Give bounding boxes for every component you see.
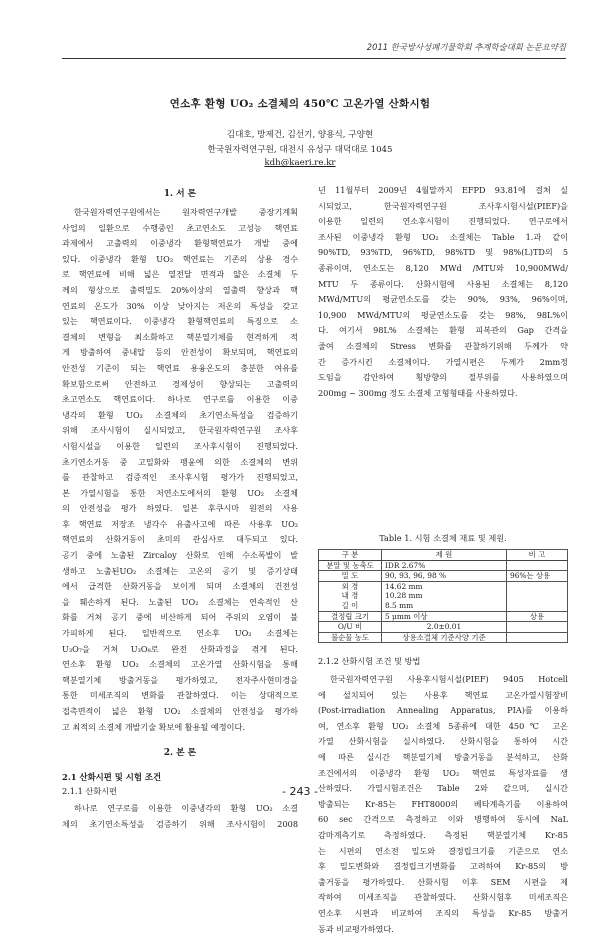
text-line: 접촉면적이 넓은 환형 UO₂ 소결체의 안전성을 평가하 <box>62 704 298 720</box>
text-line: 년 11월부터 2009년 4월말까지 EFPD 93.81에 걸쳐 실 <box>318 183 568 199</box>
text-line: 로 핵연료에 비해 넓은 열전달 면적과 얇은 소결체 두 <box>62 267 298 283</box>
subsubsection-heading: 2.1.1 산화시편 <box>62 786 117 797</box>
text-line: 90%TD, 93%TD, 96%TD, 98%TD 및 98%(L)TD의 5 <box>318 245 568 261</box>
text-line: 공기 중에 노출된 Zircaloy 산화로 인해 수소폭발이 발 <box>62 548 298 564</box>
table-cell: IDR 2.67% <box>382 560 507 571</box>
text-line: 과제에서 고출력의 이중냉각 환형핵연료가 개발 중에 <box>62 236 298 252</box>
header-rule <box>62 58 566 59</box>
text-line: 이용한 일련의 연소후시험이 진행되었다. 연구로에서 <box>318 214 568 230</box>
text-line: 한국원자력연구원 사용후시험시설(PIEF) 9405 Hotcell <box>318 672 568 688</box>
table-cell <box>507 632 568 643</box>
table-header: 제 원 <box>382 550 507 561</box>
text-line: 고 최적의 소결체 개발기술 확보에 활용될 예정이다. <box>62 720 298 736</box>
text-line: 께의 형상으로 출력밀도 20%이상의 열출력 향상과 핵 <box>62 283 298 299</box>
text-line: 조건에서의 이중냉각 환형 UO₂ 핵연료 특성자료를 생 <box>318 766 568 782</box>
table-cell: O/U 비 <box>319 622 382 633</box>
text-line: 출거동을 평가하였다. 산화시험 이후 SEM 시편을 제 <box>318 875 568 891</box>
text-line: 있는 핵연료이다. 이중냉각 환형핵연료의 특징으로 소 <box>62 314 298 330</box>
text-line: 후 핵연료 저장조 냉각수 유출사고에 따른 사용후 UO₂ <box>62 517 298 533</box>
table-cell <box>507 581 568 611</box>
text-line: 핵연료의 산화거동이 초미의 관심사로 대두되고 있다. <box>62 532 298 548</box>
text-line: 여, 연소후 환형 UO₂ 소결체 5종류에 대한 450℃ 고온 <box>318 719 568 735</box>
text-line: 생하고 노출된UO₂ 소결체는 고온의 공기 및 증기상태 <box>62 564 298 580</box>
specimen-body-continued <box>318 183 568 401</box>
text-line: 동과 비교평가하였다. <box>318 922 568 937</box>
text-line: 연소후 시편과 비교하여 조직의 특성을 Kr-85 방출거 <box>318 906 568 922</box>
table-cell: 외 경 내 경 길 이 <box>319 581 382 611</box>
text-line: 연소후 환형 UO₂ 소결체의 고온가열 산화시험을 통해 <box>62 657 298 673</box>
text-line: 을 훼손하게 된다. 노출된 UO₂ 소결체는 연속적인 산 <box>62 595 298 611</box>
table-cell: 결정립 크기 <box>319 611 382 622</box>
table-caption: Table 1. 시험 소결체 재료 및 제원. <box>318 533 568 544</box>
text-line: MWd/MTU의 평균연소도를 갖는 90%, 93%, 96%이며, <box>318 292 568 308</box>
text-line: 도임을 감안하여 횡방향의 절부위를 사용하였으며 <box>318 370 568 386</box>
text-line: 있다. 이중냉각 환형 UO₂ 핵연료는 기존의 상용 경수 <box>62 252 298 268</box>
text-line: 게 방출하여 중내압 등의 안전성이 확보되며, 핵연료의 <box>62 345 298 361</box>
specimen-body-start <box>62 801 298 832</box>
paper-title: 연소후 환형 UO₂ 소결체의 450℃ 고온가열 산화시험 <box>0 96 600 111</box>
text-line: 조사된 이중냉각 환형 UO₂ 소결체는 Table 1.과 같이 <box>318 230 568 246</box>
subsubsection-heading: 2.1.2 산화시험 조건 및 방법 <box>318 656 420 667</box>
table-header: 비 고 <box>507 550 568 561</box>
text-line: 의 안전성을 평가 하였다. 일본 후쿠시마 원전의 사용 <box>62 501 298 517</box>
text-line: 시험시설을 이용한 일련의 조사후시험이 진행되었다. <box>62 439 298 455</box>
intro-body <box>62 205 298 735</box>
running-head: 2011 한국방사성폐기물학회 추계학술대회 논문요약집 <box>367 41 566 53</box>
text-line: 줄여 소결체의 Stress 변화를 관찰하기위해 두께가 약 <box>318 339 568 355</box>
text-line: 는 시편의 연소전 밀도와 결정립크기를 기준으로 연소 <box>318 844 568 860</box>
text-line: 에서 급격한 산화거동을 보이게 되며 소결체의 건전성 <box>62 579 298 595</box>
text-line: (Post-irradiation Annealing Apparatus, PIA)를 이용하 <box>318 703 568 719</box>
table-cell: 밀 도 <box>319 571 382 582</box>
text-line: 에 따른 실시간 핵분열기체 방출거동을 분석하고, 산화 <box>318 750 568 766</box>
text-line: 하나로 연구로를 이용한 이중냉각의 환형 UO₂ 소결 <box>62 801 298 817</box>
text-line: 위해 조사시험이 실시되었고, 한국원자력연구원 조사후 <box>62 423 298 439</box>
text-line: 다. 여기서 98L% 소결체는 환형 피복관의 Gap 간격을 <box>318 323 568 339</box>
text-line: 간 증가시킨 소결체이다. 가열시편은 두께가 2mm정 <box>318 355 568 371</box>
text-line: 본 가열시험을 통한 저연소도에서의 환형 UO₂ 소결체 <box>62 486 298 502</box>
text-line: MTU 두 종류이다. 산화시험에 사용된 소결체는 8,120 <box>318 277 568 293</box>
text-line: 안전성 기준이 되는 핵연료 용융온도의 충분한 여유를 <box>62 361 298 377</box>
author-email[interactable]: kdh@kaeri.re.kr <box>0 158 600 168</box>
test-method-body <box>318 672 568 937</box>
section-heading-body: 2. 본 론 <box>62 745 298 758</box>
table-header: 구 분 <box>319 550 382 561</box>
text-line: 냉각의 환형 UO₂ 소결체의 초기연소특성을 검증하기 <box>62 408 298 424</box>
text-line: 산하였다. 가열시험조건은 Table 2와 같으며, 실시간 <box>318 781 568 797</box>
text-line: 200mg ~ 300mg 정도 소결체 고형형태를 사용하였다. <box>318 386 568 402</box>
text-line: 후 밀도변화와 결정립크기변화를 고려하여 Kr-85의 방 <box>318 859 568 875</box>
section-heading-intro: 1. 서 론 <box>62 186 298 199</box>
table-cell <box>507 622 568 633</box>
text-line: 초고연소도 핵연료이다. 하나로 연구로를 이용한 이중 <box>62 392 298 408</box>
text-line: 를 관찰하고 검증적인 조사후시험 평가가 진행되었고, <box>62 470 298 486</box>
text-line: 작하여 미세조직을 관찰하였다. 산화시험후 미세조직은 <box>318 890 568 906</box>
table-cell: 분말 및 농축도 <box>319 560 382 571</box>
text-line: 초기연소거동 중 고밀화와 팽윤에 의한 소결체의 변위 <box>62 455 298 471</box>
text-line: 화를 거쳐 공기 중에 비산하게 되어 주위의 오염이 불 <box>62 610 298 626</box>
text-line: 사업의 일환으로 수행중인 초고연소도 고성능 핵연료 <box>62 221 298 237</box>
table-cell: 90, 93, 96, 98 % <box>382 571 507 582</box>
table-cell: 96%는 상용 <box>507 571 568 582</box>
text-line: 시되었고, 한국원자력연구원 조사후시험시설(PIEF)을 <box>318 199 568 215</box>
subsection-heading: 2.1 산화시편 및 시험 조건 <box>62 771 161 783</box>
text-line: 가열 산화시험을 실시하였다. 산화시험을 통하여 시간 <box>318 734 568 750</box>
text-line: 결체의 변형을 최소화하고 핵분열기체를 현격하게 적 <box>62 330 298 346</box>
page-number: - 243 - <box>0 785 600 798</box>
text-line: 핵분열기체 방출거동을 평가하였고, 전자주사현미경을 <box>62 673 298 689</box>
table-cell <box>507 560 568 571</box>
specimen-table <box>318 549 568 643</box>
affiliation: 한국원자력연구원, 대전시 유성구 대덕대로 1045 <box>0 143 600 155</box>
author-list: 김대호, 방제건, 김선기, 양용식, 구양현 <box>0 128 600 140</box>
table-cell: 14.62 mm 10.28 mm 8.5 mm <box>382 581 507 611</box>
text-line: 한국원자력연구원에서는 원자력연구개발 중장기계획 <box>62 205 298 221</box>
table-cell: 2.0±0.01 <box>382 622 507 633</box>
table-cell: 상용소결체 기준사양 기준 <box>382 632 507 643</box>
text-line: 통한 미세조직의 변화를 관찰하였다. 이는 상대적으로 <box>62 688 298 704</box>
text-line: 60 sec 간격으로 측정하고 이와 병행하여 동시에 NaL <box>318 812 568 828</box>
text-line: 방출되는 Kr-85는 FHT8000의 베타계측기를 이용하여 <box>318 797 568 813</box>
text-line: 연료의 온도가 30% 이상 낮아지는 저온의 특성을 갖고 <box>62 299 298 315</box>
table-cell: 불순물 농도 <box>319 632 382 643</box>
text-line: 가피하게 된다. 일반적으로 연소후 UO₂ 소결체는 <box>62 626 298 642</box>
text-line: 감마계측기로 측정하였다. 측정된 핵분열기체 Kr-85 <box>318 828 568 844</box>
text-line: 에 설치되어 있는 사용후 핵연료 고온가열시험장비 <box>318 688 568 704</box>
table-cell: 상용 <box>507 611 568 622</box>
text-line: 체의 초기연소특성을 검증하기 위해 조사시험이 2008 <box>62 817 298 833</box>
text-line: 10,900 MWd/MTU의 평균연소도를 갖는 98%, 98L%이 <box>318 308 568 324</box>
text-line: 확보함으로써 안전하고 경제성이 향상되는 고출력의 <box>62 377 298 393</box>
table-cell: 5 μmm 이상 <box>382 611 507 622</box>
text-line: 종류이며, 연소도는 8,120 MWd /MTU와 10,900MWd/ <box>318 261 568 277</box>
text-line: U₃O₇을 거쳐 U₃O₈로 완전 산화과정을 겪게 된다. <box>62 642 298 658</box>
